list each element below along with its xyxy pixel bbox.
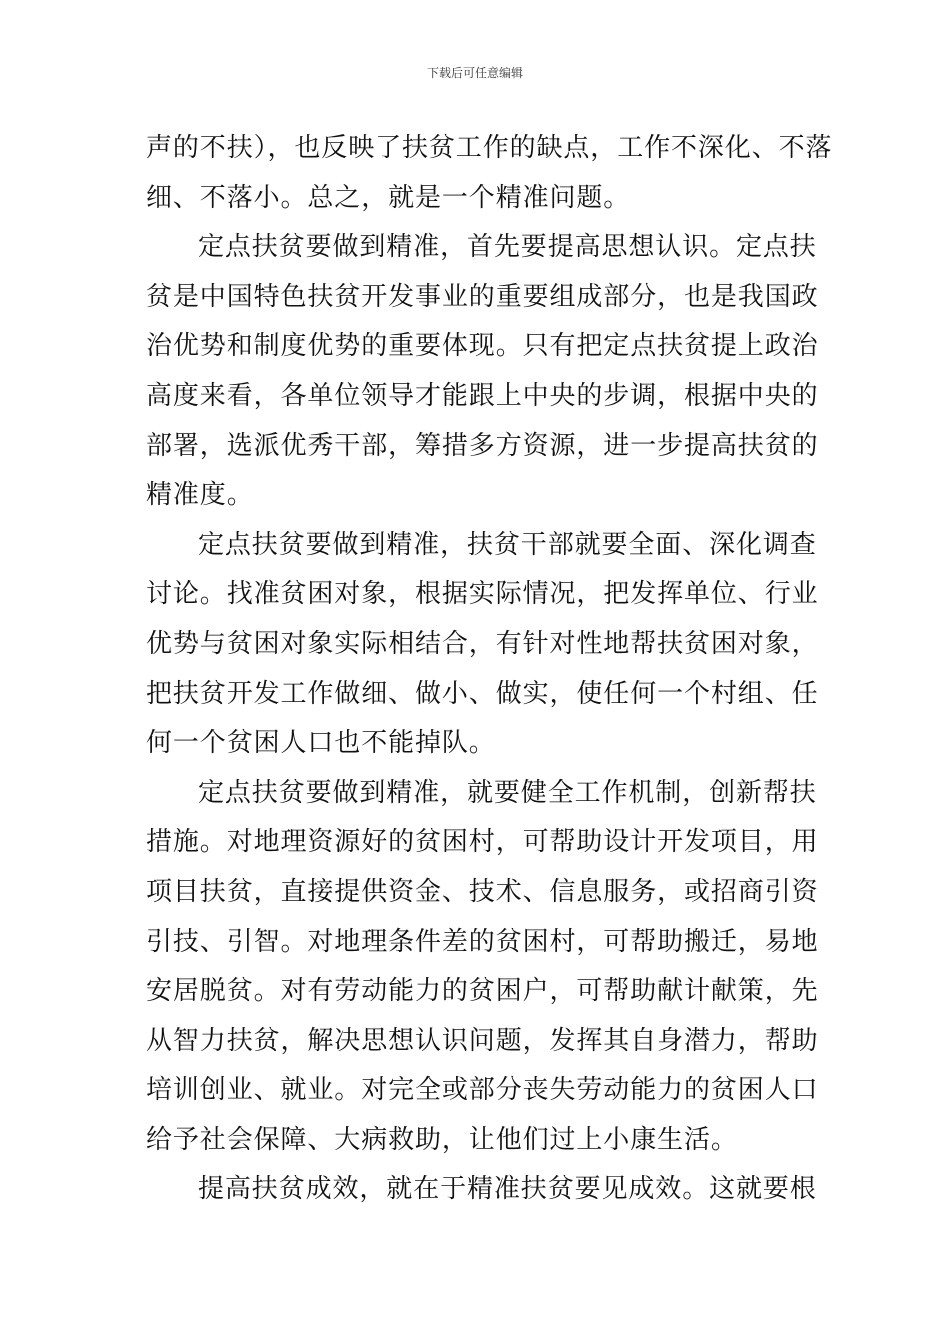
document-body <box>146 124 833 1215</box>
text-line-indented: 定点扶贫要做到精准，首先要提高思想认识。定点扶 <box>198 232 817 263</box>
text-line: 安居脱贫。对有劳动能力的贫困户，可帮助献计献策，先 <box>146 976 819 1007</box>
page-header-caption: 下载后可任意编辑 <box>426 66 523 80</box>
text-line: 引技、引智。对地理条件差的贫困村，可帮助搬迁，易地 <box>146 926 819 957</box>
text-line: 何一个贫困人口也不能掉队。 <box>146 728 496 759</box>
paragraph-5 <box>146 1165 817 1215</box>
text-line-indented: 提高扶贫成效，就在于精准扶贫要见成效。这就要根 <box>198 1174 817 1205</box>
paragraph-3 <box>146 521 819 769</box>
text-line-indented: 定点扶贫要做到精准，扶贫干部就要全面、深化调查 <box>198 529 817 560</box>
text-line: 治优势和制度优势的重要体现。只有把定点扶贫提上政治 <box>146 331 819 362</box>
text-line: 措施。对地理资源好的贫困村，可帮助设计开发项目，用 <box>146 827 819 858</box>
text-line: 优势与贫困对象实际相结合，有针对性地帮扶贫困对象， <box>146 628 819 659</box>
text-line: 讨论。找准贫困对象，根据实际情况，把发挥单位、行业 <box>146 579 819 610</box>
paragraph-2 <box>146 223 819 521</box>
text-line: 部署，选派优秀干部，筹措多方资源，进一步提高扶贫的 <box>146 430 819 461</box>
text-line: 培训创业、就业。对完全或部分丧失劳动能力的贫困人口 <box>146 1075 819 1106</box>
text-line: 把扶贫开发工作做细、做小、做实，使任何一个村组、任 <box>146 678 819 709</box>
text-line: 项目扶贫，直接提供资金、技术、信息服务，或招商引资 <box>146 876 819 907</box>
paragraph-1 <box>146 124 833 223</box>
text-line: 贫是中国特色扶贫开发事业的重要组成部分，也是我国政 <box>146 281 819 312</box>
text-line: 从智力扶贫，解决思想认识问题，发挥其自身潜力，帮助 <box>146 1025 819 1056</box>
text-line: 给予社会保障、大病救助，让他们过上小康生活。 <box>146 1124 738 1155</box>
text-line: 高度来看，各单位领导才能跟上中央的步调，根据中央的 <box>146 380 819 411</box>
text-line-indented: 定点扶贫要做到精准，就要健全工作机制，创新帮扶 <box>198 777 817 808</box>
text-line: 精准度。 <box>146 480 254 511</box>
paragraph-4 <box>146 769 819 1166</box>
text-line: 声的不扶），也反映了扶贫工作的缺点，工作不深化、不落 <box>146 133 833 163</box>
text-line: 细、不落小。总之，就是一个精准问题。 <box>146 182 631 213</box>
